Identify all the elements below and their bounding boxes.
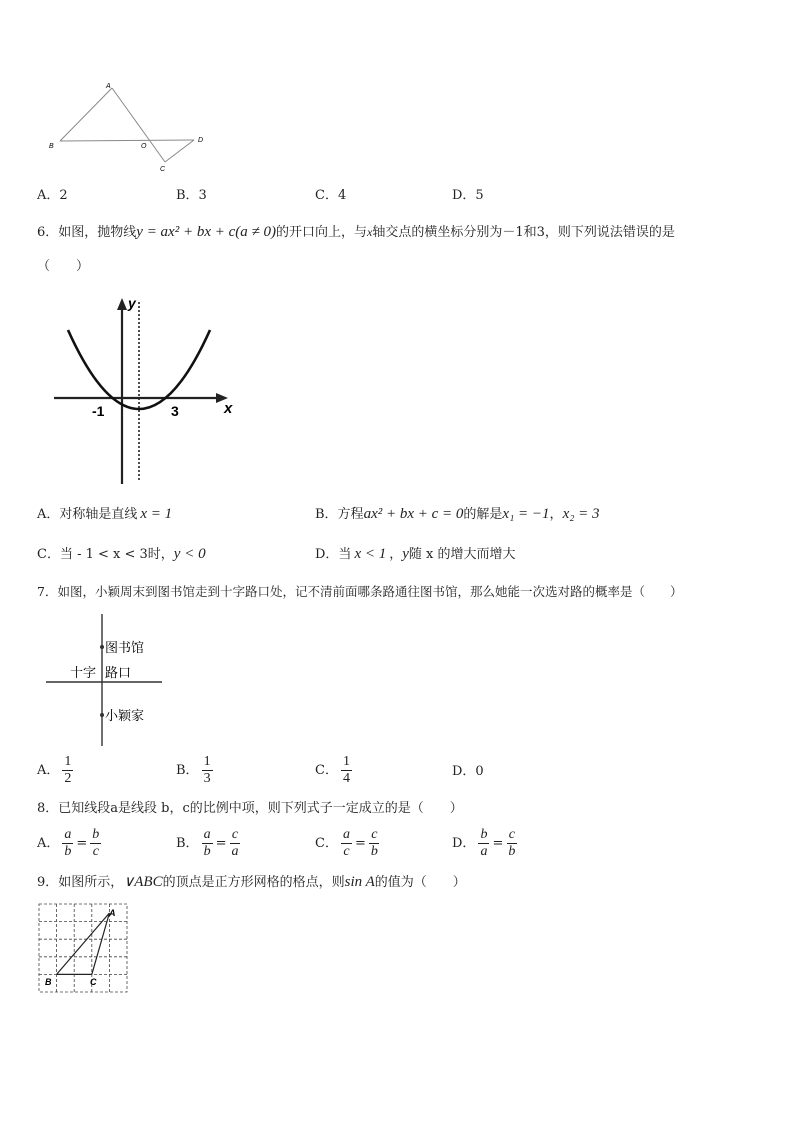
x-axis-label: x — [224, 400, 233, 417]
q6-option-b: B．方程ax² + bx + c = 0的解是x₁ = −1，x₂ = 3 — [315, 506, 600, 522]
label-A: A — [106, 83, 111, 90]
crossroad-right-label: 路口 — [105, 665, 132, 680]
q6-option-a: A．对称轴是直线 x = 1 — [37, 506, 173, 522]
q6-answer-paren: （ ） — [37, 259, 90, 274]
q8-option-d: D． $\frac{b}{a}$ = $\frac{c}{b}$ — [452, 827, 516, 859]
q5-option-c: C．4 — [315, 188, 347, 203]
q7-option-c: C． $\frac{1}{4}$ — [315, 754, 350, 786]
label-D: D — [198, 137, 204, 144]
q7-option-a: A． $\frac{1}{2}$ — [37, 754, 72, 786]
q6-stem: 6．如图，抛物线y = ax² + bx + c(a ≠ 0)的开口向上，与x轴交点的横坐标分别为－1和3，则下列说法错误的是 — [37, 224, 675, 240]
q8-option-a: A． $\frac{a}{b}$ = $\frac{b}{c}$ — [37, 827, 100, 859]
q9-stem: 9．如图所示，∨ABC的顶点是正方形网格的格点，则sin A的值为（ ） — [37, 874, 466, 890]
tick-neg1: -1 — [92, 403, 105, 419]
q6-option-c: C．当 - 1 < x < 3时，y < 0 — [37, 546, 206, 562]
q5-option-d: D．5 — [452, 188, 484, 203]
q8-option-b: B． $\frac{a}{b}$ = $\frac{c}{a}$ — [176, 827, 239, 859]
q6-option-d: D．当 x < 1 ，y随 x 的增大而增大 — [315, 546, 516, 562]
library-label: 图书馆 — [105, 640, 145, 655]
q9-triangle: ∨ABC — [123, 874, 163, 890]
label-C: C — [160, 166, 166, 173]
grid-label-C: C — [90, 977, 97, 987]
q6-formula: y = ax² + bx + c(a ≠ 0) — [136, 224, 276, 240]
q8-stem: 8．已知线段a是线段 b，c的比例中项，则下列式子一定成立的是（ ） — [37, 801, 463, 816]
y-axis-label: y — [128, 295, 136, 311]
grid-label-A: A — [109, 908, 116, 918]
label-B: B — [49, 143, 54, 150]
triangle-figure-q5 — [40, 78, 220, 178]
grid-label-B: B — [45, 977, 52, 987]
q7-option-b: B． $\frac{1}{3}$ — [176, 754, 211, 786]
home-label: 小颖家 — [105, 708, 145, 723]
q5-option-a: A．2 — [37, 188, 68, 203]
label-O: O — [141, 143, 147, 150]
parabola-graph — [48, 292, 248, 488]
q5-option-b: B．3 — [176, 188, 207, 203]
crossroad-left-label: 十字 — [70, 665, 97, 680]
tick-3: 3 — [171, 403, 179, 419]
crossroad-figure — [44, 612, 214, 752]
grid-triangle-figure — [37, 902, 133, 996]
q7-option-d: D．0 — [452, 764, 484, 779]
q8-option-c: C． $\frac{a}{c}$ = $\frac{c}{b}$ — [315, 827, 378, 859]
q7-stem: 7．如图，小颖周末到图书馆走到十字路口处，记不清前面哪条路通往图书馆，那么她能一次选对路的概率是（ ） — [37, 584, 683, 599]
